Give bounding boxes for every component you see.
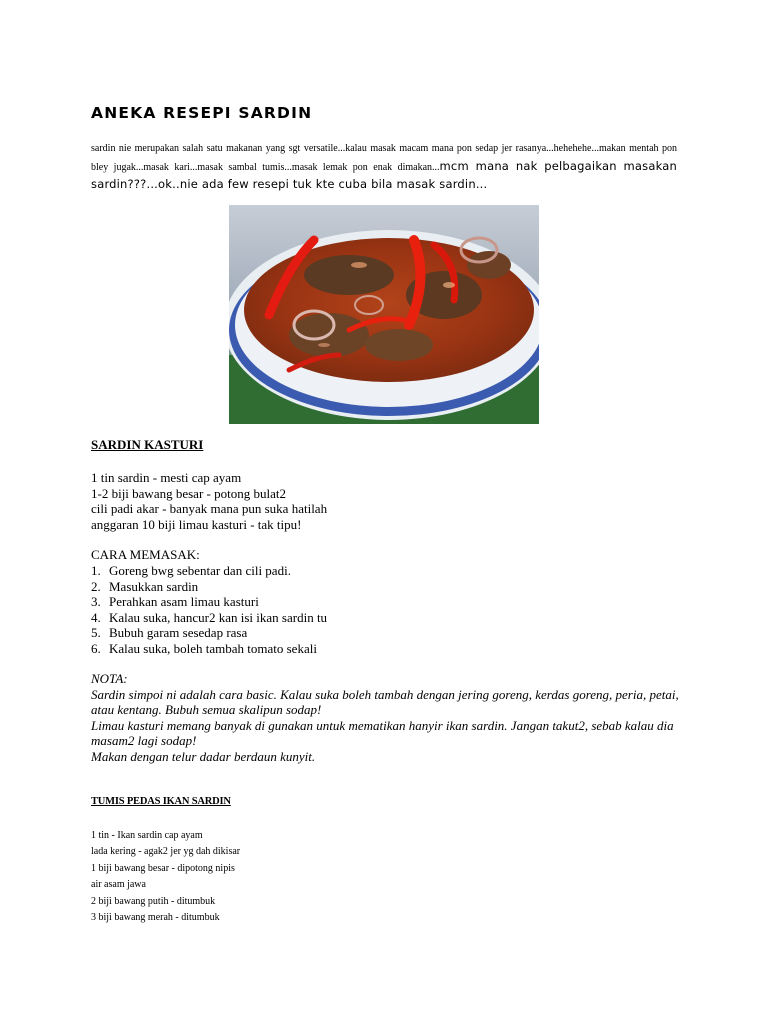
recipe-heading-tumis-pedas: TUMIS PEDAS IKAN SARDIN [91, 796, 231, 807]
step-number: 2. [91, 578, 101, 594]
step-text: Perahkan asam limau kasturi [109, 594, 259, 609]
step-text: Bubuh garam sesedap rasa [109, 625, 248, 640]
nota-label: NOTA: [91, 671, 128, 686]
intro-paragraph [91, 141, 677, 195]
ingredient-item: anggaran 10 biji limau kasturi - tak tipu! [91, 516, 302, 532]
nota-line: Limau kasturi memang banyak di gunakan untuk mematikan hanyir ikan sardin. Jangan takut2, sebab kalau dia masam2 lagi sodap! [91, 717, 674, 748]
ingredient-item: 1 tin sardin - mesti cap ayam [91, 470, 242, 485]
intro-text-part2: mcm mana nak pelbagaikan masakan sardin???...ok..nie ada few resepi tuk kte cuba bila masak sardin... [91, 158, 677, 191]
step-text: Kalau suka, hancur2 kan isi ikan sardin tu [109, 609, 328, 625]
step-number: 4. [91, 609, 101, 625]
recipe-heading-sardin-kasturi: SARDIN KASTURI [91, 437, 204, 452]
step-text: Kalau suka, boleh tambah tomato sekali [109, 640, 317, 656]
ingredient-item: 1 biji bawang besar - dipotong nipis [91, 862, 235, 874]
method-step [91, 610, 327, 626]
method-label: CARA MEMASAK: [91, 547, 200, 562]
nota-line: Makan dengan telur dadar berdaun kunyit. [91, 748, 316, 764]
nota-section [91, 671, 691, 764]
method-step [91, 563, 327, 579]
method-step [91, 625, 327, 641]
ingredient-item: 2 biji bawang putih - ditumbuk [91, 895, 216, 907]
ingredient-list-kasturi [91, 470, 327, 532]
step-text: Goreng bwg sebentar dan cili padi. [109, 563, 291, 578]
step-number: 5. [91, 625, 101, 640]
method-steps [91, 563, 327, 656]
ingredient-list-tumis [91, 828, 240, 926]
ingredient-item: air asam jawa [91, 879, 146, 891]
method-step [91, 579, 327, 595]
sardine-dish-illustration [229, 205, 539, 424]
step-text: Masukkan sardin [109, 578, 199, 594]
intro-text-part1: sardin nie merupakan salah satu makanan yang sgt versatile...kalau masak macam mana pon sedap jer rasanya...hehehehe...makan mentah pon bley jugak...masak kari...masak sambal tumis...masak lemak pon enak dimakan... [91, 143, 677, 173]
ingredient-item: 1-2 biji bawang besar - potong bulat2 [91, 485, 286, 501]
method-step [91, 594, 327, 610]
ingredient-item: 3 biji bawang merah - ditumbuk [91, 912, 220, 924]
ingredient-item: cili padi akar - banyak mana pun suka hatilah [91, 501, 328, 516]
method-step [91, 641, 327, 657]
step-number: 1. [91, 563, 101, 578]
document-title: ANEKA RESEPI SARDIN [91, 104, 313, 122]
sardine-dish-photo [229, 205, 539, 424]
nota-line: Sardin simpoi ni adalah cara basic. Kalau suka boleh tambah dengan jering goreng, kerdas goreng, peria, petai, atau kentang. Bubuh semua skalipun sodap! [91, 686, 679, 717]
ingredient-item: 1 tin - Ikan sardin cap ayam [91, 830, 203, 841]
step-number: 3. [91, 594, 101, 609]
ingredient-item: lada kering - agak2 jer yg dah dikisar [91, 846, 241, 858]
step-number: 6. [91, 640, 101, 656]
